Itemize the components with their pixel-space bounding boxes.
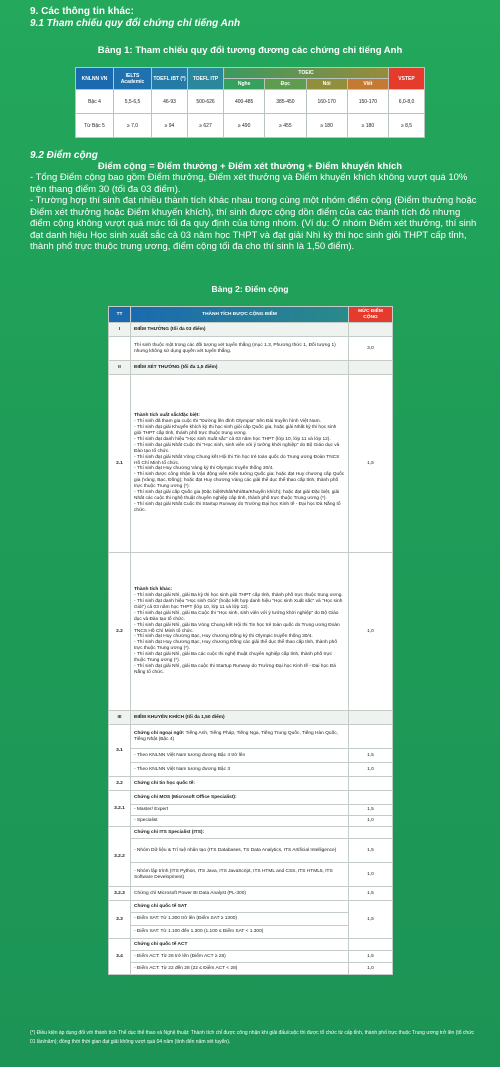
bonus-points-table (108, 306, 393, 975)
bonus-paragraph: - Tổng Điểm cộng bao gồm Điểm thưởng, Điểm xét thưởng và Điểm khuyến khích không vượt quá 10% trên thang điểm 30 (tối đa 03 điểm). - Trường hợp thí sinh đạt nhiều thành tích khác nhau trong cùng một nhóm điểm cộng (Điểm thưởng hoặc Điểm xét thưởng hoặc Điểm khuyến khích), thí sinh được cộng dồn điểm của các thành tích đó nhưng điểm cộng không vượt quá mức tối đa quy định của từng nhóm. (Ví dụ: Ở nhóm Điểm xét thưởng, thí sinh đạt danh hiệu Học sinh xuất sắc cả 03 năm học THPT và đạt giải Nhì kỳ thi học sinh giỏi THPT cấp tỉnh, thành phố trực thuộc trung ương, điểm cộng tối đa cho thí sinh là 1,50 điểm). (30, 172, 477, 252)
table-row: - Master/ Expert 1,5 (109, 805, 393, 816)
table-row: 3.2.3 Chứng chỉ Microsoft Power BI Data Analyst (PL-300) 1,5 (109, 887, 393, 901)
col-toeic-doc: Đọc (265, 79, 306, 90)
col-toeic-viet: Viết (347, 79, 388, 90)
table-row: II ĐIỂM XÉT THƯỞNG (tối đa 1,5 điểm) (109, 361, 393, 375)
table-row: I ĐIỂM THƯỞNG (tối đa 03 điểm) (109, 323, 393, 337)
section-heading: 9. Các thông tin khác: (30, 6, 134, 17)
table-row: 3.2 Chứng chỉ tin học quốc tế: (109, 777, 393, 791)
table-row: - Specialist 1,0 (109, 816, 393, 827)
table-row: 3.3 Chứng chỉ quốc tế SAT 1,5 (109, 901, 393, 913)
col-toeic-nghe: Nghe (224, 79, 265, 90)
table-row: - Điểm SAT: Từ 1.100 đến 1.300 (1.100 ≤ Điểm SAT < 1.300) (109, 926, 393, 939)
col-toeic: TOEIC (224, 68, 389, 79)
table-row: - Điểm ACT: Từ 22 đến 28 (22 ≤ Điểm ACT < 28) 1,0 (109, 963, 393, 975)
table-row: 2.2 Thành tích khác: - Thí sinh đạt giải Nhì, giải Ba kỳ thi học sinh giỏi THPT cấp tỉnh, thành phố trực thuộc trung ương. - Thí sinh đạt danh hiệu "Học sinh Giỏi" (hoặc kết hợp danh hiệu "Học sinh Xuất sắc" và "Học sinh Giỏi") cả 03 năm học THPT (lớp 10, lớp 11 và lớp 12). - Thí sinh đạt giải Nhì, giải Ba Cuộc thi "Học sinh, sinh viên với ý tưởng khởi nghiệp" do Bộ Giáo dục và Đào tạo tổ chức. - Thí sinh đạt giải Nhì, giải Ba Vòng Chung kết Hội thi Tin học trẻ toàn quốc do Trung ương Đoàn TNCS Hồ Chí Minh tổ chức. - Thí sinh đạt Huy chương Bạc, Huy chương Đồng kỳ thi Olympic truyền thống 30/4. - Thí sinh đạt Huy chương Bạc, Huy chương Đồng các giải thể dục thể thao cấp tỉnh, thành phố trực thuộc Trung ương (*). - Thí sinh đạt giải Nhì, giải Ba các cuộc thi nghệ thuật chuyên nghiệp cấp tỉnh, thành phố trực thuộc Trung ương (*). - Thí sinh đạt giải Nhì, giải Ba cuộc thi Startup Runway do Trường Đại học Kinh tế - Đại học Đà Nẵng tổ chức. 1,0 (109, 553, 393, 711)
col-vstep: VSTEP (389, 68, 425, 90)
col-tt: TT (109, 307, 131, 323)
table-row: - Nhóm lập trình (ITS Python, ITS Java, ITS JavaScript, ITS HTML and CSS, ITS HTML5, ITS Software Development) 1,0 (109, 863, 393, 887)
table-row: Thí sinh thuộc một trong các đối tượng xét tuyển thẳng (mục 1.3, Phương thức 1, Đối tượng 1) nhưng không sử dụng quyền xét tuyển thẳng. 3,0 (109, 337, 393, 361)
english-cert-table (75, 67, 425, 138)
col-achievement: THÀNH TÍCH ĐƯỢC CỘNG ĐIỂM (131, 307, 349, 323)
table-row: 2.1 Thành tích xuất sắc/đặc biệt: - Thí sinh đã tham gia cuộc thi "Đường lên đỉnh Olympia" trên Đài truyền hình Việt Nam. - Thí sinh đạt giải Khuyến khích kỳ thi học sinh giỏi cấp Quốc gia, hoặc giải Nhất kỳ thi học sinh giỏi THPT cấp tỉnh, thành phố trực thuộc trung ương. - Thí sinh đạt danh hiệu "Học sinh Xuất sắc" cả 03 năm học THPT (lớp 10, lớp 11 và lớp 12). - Thí sinh đạt giải Nhất Cuộc thi "Học sinh, sinh viên với ý tưởng khởi nghiệp" do Bộ Giáo dục và Đào tạo tổ chức. - Thí sinh đạt giải Nhất Vòng Chung kết Hội thi Tin học trẻ toàn quốc do Trung ương Đoàn TNCS Hồ Chí Minh tổ chức. - Thí sinh đạt Huy chương Vàng kỳ thi Olympic truyền thống 30/4. - Thí sinh được công nhận là Vận động viên Kiện tướng Quốc gia; hoặc đạt Huy chương cấp Quốc gia (Vàng, Bạc, Đồng); hoặc đạt Huy chương Vàng các giải thể dục thể thao cấp tỉnh, thành phố trực thuộc Trung ương (*). - Thí sinh đạt giải cấp Quốc gia (Đặc biệt/Nhất/Nhì/Ba/Khuyến khích); hoặc đạt giải Đặc biệt, giải Nhất các cuộc thi nghệ thuật chuyên nghiệp cấp tỉnh, thành phố trực thuộc Trung ương (*). - Thí sinh đạt giải Nhất Cuộc thi Startup Runway do Trường Đại học Kinh tế - Đại học Đà Nẵng tổ chức. 1,5 (109, 375, 393, 553)
table2-title: Bảng 2: Điểm cộng (211, 284, 289, 294)
bonus-formula: Điểm cộng = Điểm thưởng + Điểm xét thưởng + Điểm khuyến khích (97, 161, 403, 172)
table-row: Bậc 4 5,5-6,5 46-93 500-626 400-485 385-450 160-170 150-170 6,0-8,0 (76, 90, 425, 114)
col-toefl-itp: TOEFL ITP (188, 68, 224, 90)
bonus-heading: 9.2 Điểm cộng (30, 150, 98, 161)
section-subheading: 9.1 Tham chiếu quy đổi chứng chỉ tiếng Anh (30, 18, 241, 29)
table-row: 3.4 Chứng chỉ quốc tế ACT (109, 939, 393, 951)
table-row: - Nhóm Dữ liệu & Trí tuệ nhân tạo (ITS Databases, TS Data Analytics, ITS Artificial Intelligence) 1,5 (109, 839, 393, 863)
table-row: - Theo KNLNN Việt Nam tương đương Bậc 3 1,0 (109, 763, 393, 777)
footnote: (*) Điều kiện áp dụng đối với thành tích Thể dục thể thao và Nghệ thuật: Thành tích chỉ được công nhận khi giải đấu/cuộc thi được tổ chức từ cấp tỉnh, thành phố trực thuộc Trung ương trở lên (tổ chức 01 lần/năm); đồng thời thời gian đạt giải không vượt quá 04 năm (tính đến năm xét tuyển). (30, 1030, 475, 1045)
col-toefl-ibt: TOEFL iBT (*) (152, 68, 188, 90)
table-row: 3.1 Chứng chỉ ngoại ngữ: Tiếng Anh, Tiếng Pháp, Tiếng Nga, Tiếng Trung Quốc, Tiếng Hàn Quốc, Tiếng Nhật (Bậc 4) (109, 725, 393, 749)
col-ielts: IELTS Academic (114, 68, 152, 90)
table-row: - Theo KNLNN Việt Nam tương đương Bậc 4 trở lên 1,5 (109, 749, 393, 763)
table-row: - Điểm ACT: Từ 28 trở lên (Điểm ACT ≥ 28) 1,5 (109, 951, 393, 963)
table-row: 3.2.2 Chứng chỉ ITS Specialist (ITS): (109, 827, 393, 839)
col-score: MỨC ĐIỂM CỘNG (349, 307, 393, 323)
table-row: III ĐIỂM KHUYẾN KHÍCH (tối đa 1,50 điểm) (109, 711, 393, 725)
col-toeic-noi: Nói (306, 79, 347, 90)
table-row: - Điểm SAT: Từ 1.300 trở lên (Điểm SAT ≥ 1300) (109, 913, 393, 926)
table-row: 3.2.1 Chứng chỉ MOS (Microsoft Office Specialist): (109, 791, 393, 805)
table-row: Từ Bậc 5 ≥ 7,0 ≥ 94 ≥ 627 ≥ 490 ≥ 455 ≥ 180 ≥ 180 ≥ 8,5 (76, 114, 425, 138)
table1-title: Bảng 1: Tham chiếu quy đổi tương đương các chứng chỉ tiếng Anh (97, 45, 403, 56)
col-knlnn: KNLNN VN (76, 68, 114, 90)
